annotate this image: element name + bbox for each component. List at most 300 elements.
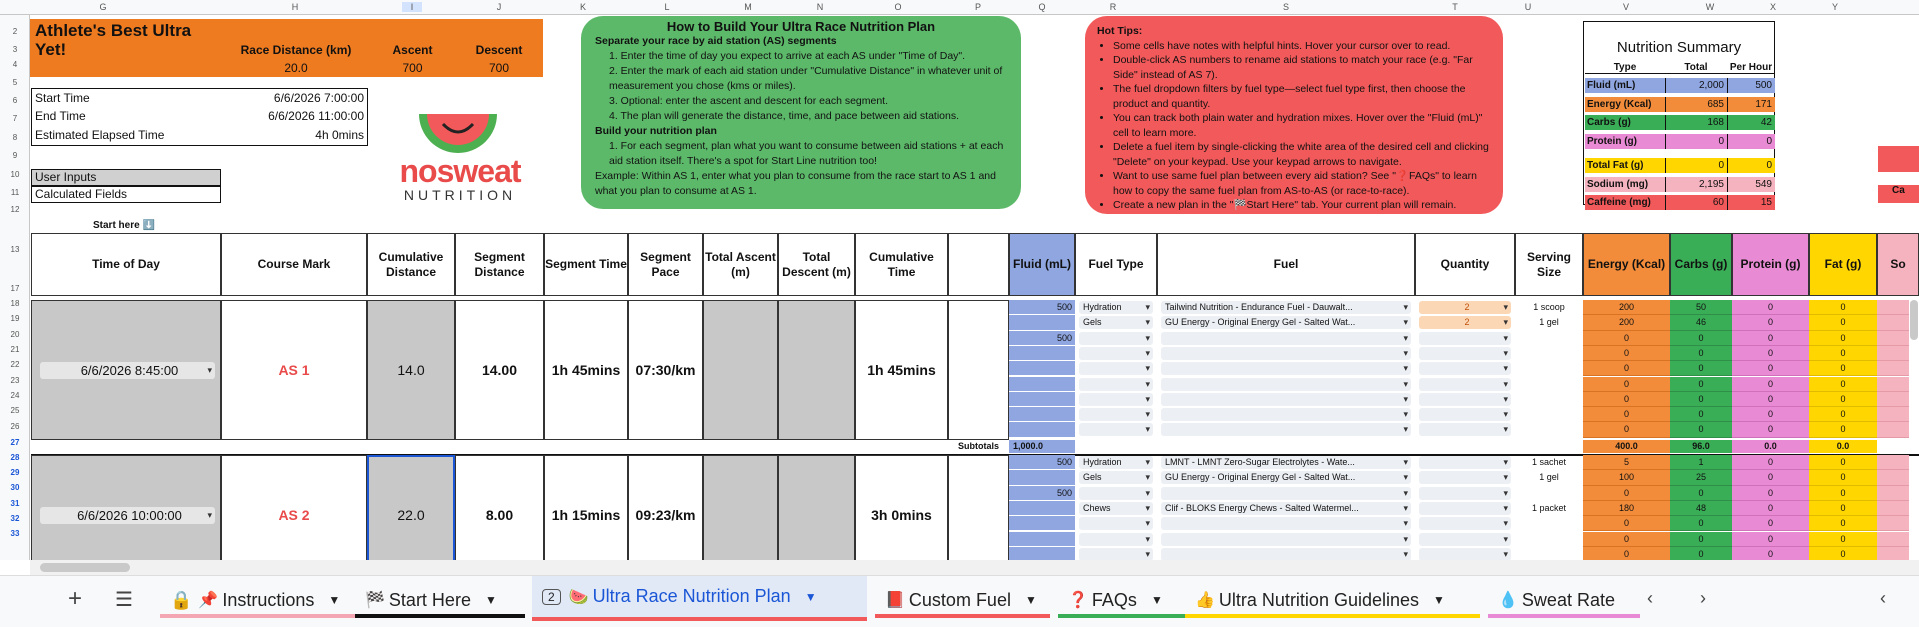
column-header[interactable]: Course Mark bbox=[221, 233, 367, 296]
column-letter[interactable]: Y bbox=[1831, 2, 1838, 12]
carbs-cell: 0 bbox=[1670, 346, 1732, 361]
fluid-cell[interactable] bbox=[1009, 501, 1075, 516]
fuel-dropdown[interactable] bbox=[1161, 423, 1411, 436]
descent-label: Descent bbox=[475, 43, 523, 57]
fat-cell: 0 bbox=[1809, 331, 1877, 346]
carbs-cell: 0 bbox=[1670, 407, 1732, 422]
column-header[interactable]: Fluid (mL) bbox=[1009, 233, 1075, 296]
tab-badge: 2 bbox=[542, 589, 561, 605]
quantity-dropdown[interactable]: 2 ▾ bbox=[1419, 316, 1511, 329]
column-header[interactable]: Segment Pace bbox=[628, 233, 703, 296]
energy-cell: 0 bbox=[1583, 377, 1670, 392]
summary-per-hour: 171 bbox=[1727, 97, 1775, 112]
fluid-cell[interactable] bbox=[1009, 346, 1075, 361]
protein-cell: 0 bbox=[1732, 407, 1809, 422]
fuel-type-dropdown[interactable] bbox=[1079, 487, 1153, 500]
start-time-label: Start Time bbox=[35, 91, 90, 105]
column-letter[interactable]: I bbox=[402, 2, 422, 12]
column-header[interactable]: Total Descent (m) bbox=[778, 233, 855, 296]
column-letter[interactable]: M bbox=[744, 2, 752, 12]
carbs-cell: 0 bbox=[1670, 331, 1732, 346]
protein-cell: 0 bbox=[1732, 470, 1809, 485]
tab-label: Ultra Race Nutrition Plan bbox=[592, 586, 791, 606]
fat-cell: 0 bbox=[1809, 422, 1877, 437]
column-header[interactable]: Cumulative Time bbox=[855, 233, 948, 296]
fuel-dropdown[interactable] bbox=[1161, 487, 1411, 500]
column-header[interactable]: Fuel Type bbox=[1075, 233, 1157, 296]
how-to-box bbox=[581, 16, 1021, 209]
quantity-dropdown[interactable]: 2 ▾ bbox=[1419, 301, 1511, 314]
vertical-scroll-thumb[interactable] bbox=[1910, 300, 1918, 340]
sodium-cell bbox=[1877, 377, 1909, 392]
row-number[interactable]: 3 bbox=[12, 45, 18, 54]
sodium-cell bbox=[1877, 361, 1909, 376]
energy-cell: 0 bbox=[1583, 392, 1670, 407]
column-letter[interactable]: U bbox=[1524, 2, 1532, 12]
protein-cell: 0 bbox=[1732, 377, 1809, 392]
tab-menu-icon[interactable]: ▼ bbox=[484, 593, 497, 607]
tab-label: Start Here bbox=[388, 589, 471, 610]
how-to-example: Example: Within AS 1, enter what you plan to consume from the race start to AS 1 and what you plan to consume at AS 1. bbox=[595, 170, 996, 197]
energy-cell: 100 bbox=[1583, 470, 1670, 485]
column-letter[interactable]: X bbox=[1769, 2, 1776, 12]
segment-distance: 8.00 bbox=[455, 455, 544, 575]
summary-total: 0 bbox=[1665, 158, 1727, 173]
subtotal-fluid: 1,000.0 bbox=[1009, 440, 1075, 453]
fuel-dropdown[interactable] bbox=[1161, 533, 1411, 546]
tab-menu-icon[interactable]: ▼ bbox=[1024, 593, 1037, 607]
tab-icon: 🍉 bbox=[568, 588, 589, 606]
fuel-type-dropdown[interactable]: Hydration ▾ bbox=[1079, 456, 1153, 469]
energy-cell: 0 bbox=[1583, 346, 1670, 361]
column-header[interactable]: Serving Size bbox=[1515, 233, 1583, 296]
column-letter[interactable]: S bbox=[1282, 2, 1289, 12]
fuel-type-dropdown[interactable] bbox=[1079, 332, 1153, 345]
segment-time: 1h 45mins bbox=[544, 300, 628, 440]
fluid-cell[interactable] bbox=[1009, 392, 1075, 407]
distance-value[interactable]: 20.0 bbox=[284, 61, 308, 75]
tab-menu-icon[interactable]: ▼ bbox=[804, 589, 817, 604]
sodium-cell bbox=[1877, 422, 1909, 437]
quantity-dropdown[interactable] bbox=[1419, 393, 1511, 406]
sheet-tab-ultra-nutrition-guidelines[interactable] bbox=[1185, 586, 1480, 618]
column-header[interactable]: Segment Distance bbox=[455, 233, 544, 296]
column-header[interactable] bbox=[948, 233, 1009, 296]
summary-per-hour: 0 bbox=[1727, 158, 1775, 173]
fuel-dropdown[interactable]: Clif - BLOKS Energy Chews - Salted Watermel... ▾ bbox=[1161, 502, 1411, 515]
column-letter[interactable]: O bbox=[894, 2, 902, 12]
column-header[interactable]: Fuel bbox=[1157, 233, 1415, 296]
how-to-step: 3. Optional: enter the ascent and descent for each segment. bbox=[609, 95, 889, 107]
energy-cell: 0 bbox=[1583, 532, 1670, 547]
summary-header: Total bbox=[1665, 62, 1727, 74]
summary-type: Energy (Kcal) bbox=[1585, 97, 1665, 112]
hot-tip-item: • Double-click AS numbers to rename aid stations to match your race (e.g. "Far Side" instead of AS 7). bbox=[1113, 53, 1491, 82]
summary-total: 2,000 bbox=[1665, 78, 1727, 93]
row-number[interactable]: 11 bbox=[10, 188, 20, 197]
how-to-sec2: Build your nutrition plan bbox=[595, 125, 717, 137]
cumulative-distance[interactable]: 22.0 bbox=[367, 455, 455, 575]
row-number[interactable]: 17 bbox=[10, 284, 20, 293]
quantity-dropdown[interactable] bbox=[1419, 347, 1511, 360]
column-letter[interactable]: L bbox=[664, 2, 670, 12]
end-time-label: End Time bbox=[35, 109, 86, 123]
add-sheet-icon[interactable]: + bbox=[68, 585, 83, 612]
quantity-dropdown[interactable] bbox=[1419, 533, 1511, 546]
legend-calculated: Calculated Fields bbox=[31, 186, 221, 203]
row-number[interactable]: 4 bbox=[12, 60, 18, 69]
column-letter[interactable]: T bbox=[1452, 2, 1458, 12]
row-number[interactable]: 18 bbox=[10, 299, 20, 308]
sheet-tab-start-here[interactable] bbox=[355, 586, 525, 618]
subtotal-protein: 0.0 bbox=[1732, 440, 1809, 453]
hot-tip-item: • The fuel dropdown filters by fuel type—select fuel type first, then choose the product and quantity. bbox=[1113, 82, 1491, 111]
column-header[interactable]: Quantity bbox=[1415, 233, 1515, 296]
collapse-sidebar-icon[interactable]: ‹ bbox=[1880, 588, 1886, 608]
summary-edge-cell-2: Ca bbox=[1878, 185, 1919, 203]
descent-value[interactable]: 700 bbox=[488, 61, 510, 75]
fat-cell: 0 bbox=[1809, 377, 1877, 392]
cumulative-distance[interactable]: 14.0 bbox=[367, 300, 455, 440]
summary-type: Caffeine (mg) bbox=[1585, 195, 1665, 210]
ascent-value[interactable]: 700 bbox=[402, 61, 423, 75]
distance-label: Race Distance (km) bbox=[240, 43, 352, 57]
total-descent[interactable] bbox=[778, 300, 855, 440]
tab-label: FAQs bbox=[1091, 589, 1137, 610]
fuel-type-dropdown[interactable] bbox=[1079, 533, 1153, 546]
column-letter[interactable]: G bbox=[99, 2, 107, 12]
fat-cell: 0 bbox=[1809, 486, 1877, 501]
column-header[interactable]: Cumulative Distance bbox=[367, 233, 455, 296]
scroll-tabs-left-icon[interactable]: ‹ bbox=[1647, 588, 1653, 608]
summary-type: Carbs (g) bbox=[1585, 115, 1665, 130]
fat-cell: 0 bbox=[1809, 547, 1877, 562]
end-time-value: 6/6/2026 11:00:00 bbox=[268, 109, 364, 123]
hot-tips-title: Hot Tips: bbox=[1097, 25, 1143, 37]
sodium-cell bbox=[1877, 300, 1909, 315]
fuel-dropdown[interactable]: LMNT - LMNT Zero-Sugar Electrolytes - Wate... ▾ bbox=[1161, 456, 1411, 469]
sodium-cell bbox=[1877, 516, 1909, 531]
all-sheets-menu-icon[interactable]: ☰ bbox=[115, 589, 133, 611]
fuel-type-dropdown[interactable]: Chews ▾ bbox=[1079, 502, 1153, 515]
carbs-cell: 25 bbox=[1670, 470, 1732, 485]
quantity-dropdown[interactable] bbox=[1419, 423, 1511, 436]
summary-type: Total Fat (g) bbox=[1585, 158, 1665, 173]
row-number[interactable]: 7 bbox=[12, 114, 18, 123]
row-number[interactable]: 29 bbox=[10, 468, 20, 477]
fluid-cell[interactable]: 500 bbox=[1009, 331, 1075, 346]
column-header[interactable]: So bbox=[1877, 233, 1919, 296]
row-number[interactable]: 23 bbox=[10, 376, 20, 385]
row-number[interactable]: 20 bbox=[10, 330, 20, 339]
total-descent[interactable] bbox=[778, 455, 855, 575]
summary-header: Type bbox=[1585, 62, 1665, 74]
hot-tip-item: • Create a new plan in the "🏁Start Here" tab. Your current plan will remain. bbox=[1113, 198, 1491, 213]
sodium-cell bbox=[1877, 455, 1909, 470]
segment-time: 1h 15mins bbox=[544, 455, 628, 575]
tab-icon: ❓ bbox=[1068, 592, 1088, 609]
cumulative-time: 3h 0mins bbox=[855, 455, 948, 575]
row-number[interactable]: 10 bbox=[10, 170, 20, 179]
how-to-step: 2. Enter the mark of each aid station under "Cumulative Distance" in whatever unit of measurement you chose (kms or miles). bbox=[609, 65, 1003, 92]
ascent-label: Ascent bbox=[392, 43, 433, 57]
fluid-cell[interactable] bbox=[1009, 407, 1075, 422]
tab-icon: 💧 bbox=[1498, 592, 1518, 609]
row-number[interactable]: 21 bbox=[10, 345, 20, 354]
tab-label: Instructions bbox=[222, 589, 315, 610]
time-of-day-dropdown[interactable]: 6/6/2026 8:45:00 ▾ bbox=[40, 362, 215, 379]
fat-cell: 0 bbox=[1809, 346, 1877, 361]
fuel-type-dropdown[interactable] bbox=[1079, 423, 1153, 436]
fuel-dropdown[interactable] bbox=[1161, 393, 1411, 406]
column-header[interactable]: Fat (g) bbox=[1809, 233, 1877, 296]
total-ascent[interactable] bbox=[703, 300, 778, 440]
course-mark[interactable]: AS 2 bbox=[221, 455, 367, 575]
summary-type: Sodium (mg) bbox=[1585, 177, 1665, 192]
quantity-dropdown[interactable] bbox=[1419, 362, 1511, 375]
fluid-cell[interactable]: 500 bbox=[1009, 300, 1075, 315]
tab-menu-icon[interactable]: ▼ bbox=[1150, 593, 1163, 607]
sodium-cell bbox=[1877, 315, 1909, 330]
fuel-type-dropdown[interactable]: Hydration ▾ bbox=[1079, 301, 1153, 314]
carbs-cell: 0 bbox=[1670, 422, 1732, 437]
column-letter[interactable]: V bbox=[1622, 2, 1629, 12]
spacer-column bbox=[948, 455, 1009, 575]
quantity-dropdown[interactable] bbox=[1419, 456, 1511, 469]
start-here-label: Start here ⬇️ bbox=[93, 220, 155, 231]
column-header[interactable]: Protein (g) bbox=[1732, 233, 1809, 296]
row-number[interactable]: 27 bbox=[10, 438, 20, 447]
fuel-dropdown[interactable] bbox=[1161, 347, 1411, 360]
fuel-type-dropdown[interactable] bbox=[1079, 393, 1153, 406]
sheet-tab-custom-fuel[interactable] bbox=[875, 586, 1050, 618]
row-number[interactable]: 30 bbox=[10, 483, 20, 492]
fluid-cell[interactable] bbox=[1009, 315, 1075, 330]
brand-sub: NUTRITION bbox=[403, 187, 517, 203]
energy-cell: 200 bbox=[1583, 300, 1670, 315]
quantity-dropdown[interactable] bbox=[1419, 471, 1511, 484]
how-to-title: How to Build Your Ultra Race Nutrition Plan bbox=[666, 19, 936, 34]
quantity-dropdown[interactable] bbox=[1419, 332, 1511, 345]
fuel-dropdown[interactable]: GU Energy - Original Energy Gel - Salted Wat... ▾ bbox=[1161, 316, 1411, 329]
fluid-cell[interactable] bbox=[1009, 470, 1075, 485]
quantity-dropdown[interactable] bbox=[1419, 502, 1511, 515]
row-number[interactable]: 24 bbox=[10, 391, 20, 400]
column-letter[interactable]: K bbox=[579, 2, 586, 12]
carbs-cell: 0 bbox=[1670, 361, 1732, 376]
fat-cell: 0 bbox=[1809, 532, 1877, 547]
column-header[interactable]: Total Ascent (m) bbox=[703, 233, 778, 296]
column-letter[interactable]: J bbox=[496, 2, 502, 12]
fuel-type-dropdown[interactable] bbox=[1079, 362, 1153, 375]
fuel-dropdown[interactable] bbox=[1161, 362, 1411, 375]
fluid-cell[interactable] bbox=[1009, 422, 1075, 437]
serving-size: 1 scoop bbox=[1533, 302, 1565, 312]
protein-cell: 0 bbox=[1732, 516, 1809, 531]
fluid-cell[interactable] bbox=[1009, 361, 1075, 376]
sodium-cell bbox=[1877, 331, 1909, 346]
carbs-cell: 1 bbox=[1670, 455, 1732, 470]
hot-tip-item: • Want to use same fuel plan between every aid station? See "❓FAQs" to learn how to copy the same fuel plan from AS-to-AS (or race-to-race). bbox=[1113, 169, 1491, 198]
fluid-cell[interactable] bbox=[1009, 377, 1075, 392]
summary-type: Fluid (mL) bbox=[1585, 78, 1665, 93]
fluid-cell[interactable] bbox=[1009, 516, 1075, 531]
elapsed-label: Estimated Elapsed Time bbox=[35, 128, 165, 142]
time-of-day-dropdown[interactable]: 6/6/2026 10:00:00 ▾ bbox=[40, 507, 215, 524]
horizontal-scrollbar[interactable] bbox=[30, 560, 1919, 575]
fuel-dropdown[interactable] bbox=[1161, 332, 1411, 345]
carbs-cell: 48 bbox=[1670, 501, 1732, 516]
summary-total: 2,195 bbox=[1665, 177, 1727, 192]
summary-total: 0 bbox=[1665, 134, 1727, 149]
row-number[interactable]: 25 bbox=[10, 406, 20, 415]
row-number[interactable]: 28 bbox=[10, 453, 20, 462]
how-to-sec1: Separate your race by aid station (AS) segments bbox=[595, 35, 837, 47]
energy-cell: 5 bbox=[1583, 455, 1670, 470]
summary-per-hour: 500 bbox=[1727, 78, 1775, 93]
fat-cell: 0 bbox=[1809, 315, 1877, 330]
fuel-type-dropdown[interactable] bbox=[1079, 517, 1153, 530]
fuel-type-dropdown[interactable] bbox=[1079, 408, 1153, 421]
column-letter[interactable]: W bbox=[1705, 2, 1715, 12]
row-number[interactable]: 13 bbox=[10, 245, 20, 254]
summary-total: 685 bbox=[1665, 97, 1727, 112]
summary-per-hour: 0 bbox=[1727, 134, 1775, 149]
subtotal-fat: 0.0 bbox=[1809, 440, 1877, 453]
sheet-tab-instructions[interactable] bbox=[160, 586, 360, 618]
carbs-cell: 0 bbox=[1670, 516, 1732, 531]
scroll-tabs-right-icon[interactable]: › bbox=[1700, 588, 1706, 608]
row-number[interactable]: 5 bbox=[12, 78, 18, 87]
row-number[interactable]: 19 bbox=[10, 314, 20, 323]
hot-tip-item: • Some cells have notes with helpful hints. Hover your cursor over to read. bbox=[1113, 39, 1491, 54]
carbs-cell: 0 bbox=[1670, 377, 1732, 392]
sheet-tab-ultra-race-nutrition-plan[interactable] bbox=[532, 576, 867, 621]
energy-cell: 0 bbox=[1583, 516, 1670, 531]
legend-user-inputs: User Inputs bbox=[31, 169, 221, 186]
how-to-step: 1. Enter the time of day you expect to arrive at each AS under "Time of Day". bbox=[609, 50, 966, 62]
protein-cell: 0 bbox=[1732, 547, 1809, 562]
protein-cell: 0 bbox=[1732, 422, 1809, 437]
row-number[interactable]: 8 bbox=[12, 133, 18, 142]
serving-size: 1 sachet bbox=[1531, 457, 1567, 467]
row-number[interactable]: 22 bbox=[10, 360, 20, 369]
quantity-dropdown[interactable] bbox=[1419, 548, 1511, 561]
row-number[interactable]: 31 bbox=[10, 499, 20, 508]
fluid-cell[interactable]: 500 bbox=[1009, 486, 1075, 501]
subtotal-energy: 400.0 bbox=[1583, 440, 1670, 453]
fuel-dropdown[interactable]: GU Energy - Original Energy Gel - Salted Wat... ▾ bbox=[1161, 471, 1411, 484]
column-header[interactable]: Segment Time bbox=[544, 233, 628, 296]
fluid-cell[interactable] bbox=[1009, 532, 1075, 547]
column-header[interactable]: Energy (Kcal) bbox=[1583, 233, 1670, 296]
sodium-cell bbox=[1877, 470, 1909, 485]
row-number[interactable]: 2 bbox=[12, 27, 18, 36]
column-letter[interactable]: P bbox=[974, 2, 981, 12]
quantity-dropdown[interactable] bbox=[1419, 517, 1511, 530]
sodium-cell bbox=[1877, 407, 1909, 422]
fuel-dropdown[interactable] bbox=[1161, 517, 1411, 530]
quantity-dropdown[interactable] bbox=[1419, 378, 1511, 391]
column-letter[interactable]: H bbox=[291, 2, 299, 12]
row-number[interactable]: 33 bbox=[10, 529, 20, 538]
fuel-dropdown[interactable]: Tailwind Nutrition - Endurance Fuel - Dauwalt... ▾ bbox=[1161, 301, 1411, 314]
quantity-dropdown[interactable] bbox=[1419, 487, 1511, 500]
start-time-value[interactable]: 6/6/2026 7:00:00 bbox=[273, 91, 364, 105]
total-ascent[interactable] bbox=[703, 455, 778, 575]
row-number[interactable]: 12 bbox=[10, 205, 20, 214]
fuel-type-dropdown[interactable]: Gels ▾ bbox=[1079, 316, 1153, 329]
summary-title: Nutrition Summary bbox=[1616, 39, 1742, 56]
fat-cell: 0 bbox=[1809, 516, 1877, 531]
fuel-type-dropdown[interactable]: Gels ▾ bbox=[1079, 471, 1153, 484]
sodium-cell bbox=[1877, 532, 1909, 547]
hot-tip-item: • Delete a fuel item by single-clicking the white area of the desired cell and clicking "Delete" on your keypad. Use your keypad arrows to navigate. bbox=[1113, 140, 1491, 169]
how-to-steps2: 1. For each segment, plan what you want to consume between aid stations + at each aid station itself. There's a spot for Start Line nutrition too! bbox=[609, 140, 1004, 167]
fat-cell: 0 bbox=[1809, 470, 1877, 485]
sheet-tab-bar bbox=[0, 575, 1919, 627]
fuel-dropdown[interactable] bbox=[1161, 548, 1411, 561]
fuel-type-dropdown[interactable] bbox=[1079, 347, 1153, 360]
protein-cell: 0 bbox=[1732, 315, 1809, 330]
tab-menu-icon[interactable]: ▼ bbox=[1433, 593, 1445, 607]
fuel-type-dropdown[interactable] bbox=[1079, 378, 1153, 391]
tab-icon: 📌 bbox=[198, 592, 219, 609]
fluid-cell[interactable]: 500 bbox=[1009, 455, 1075, 470]
protein-cell: 0 bbox=[1732, 532, 1809, 547]
energy-cell: 0 bbox=[1583, 331, 1670, 346]
fuel-type-dropdown[interactable] bbox=[1079, 548, 1153, 561]
column-header[interactable]: Time of Day bbox=[31, 233, 221, 296]
column-letter[interactable]: Q bbox=[1038, 2, 1046, 12]
row-number[interactable]: 9 bbox=[12, 151, 18, 160]
summary-type: Protein (g) bbox=[1585, 134, 1665, 149]
column-letter[interactable]: R bbox=[1109, 2, 1117, 12]
row-number[interactable]: 26 bbox=[10, 422, 20, 431]
column-header[interactable]: Carbs (g) bbox=[1670, 233, 1732, 296]
tab-menu-icon[interactable]: ▼ bbox=[328, 593, 341, 607]
horizontal-scroll-thumb[interactable] bbox=[40, 563, 130, 572]
carbs-cell: 50 bbox=[1670, 300, 1732, 315]
fat-cell: 0 bbox=[1809, 392, 1877, 407]
protein-cell: 0 bbox=[1732, 300, 1809, 315]
column-letter[interactable]: N bbox=[816, 2, 824, 12]
race-name[interactable]: Athlete's Best Ultra Yet! bbox=[35, 21, 192, 59]
row-number[interactable]: 32 bbox=[10, 514, 20, 523]
fat-cell: 0 bbox=[1809, 501, 1877, 516]
quantity-dropdown[interactable] bbox=[1419, 408, 1511, 421]
energy-cell: 0 bbox=[1583, 422, 1670, 437]
fuel-dropdown[interactable] bbox=[1161, 378, 1411, 391]
fuel-dropdown[interactable] bbox=[1161, 408, 1411, 421]
elapsed-value: 4h 0mins bbox=[315, 128, 364, 142]
fat-cell: 0 bbox=[1809, 300, 1877, 315]
summary-per-hour: 42 bbox=[1727, 115, 1775, 130]
fat-cell: 0 bbox=[1809, 361, 1877, 376]
row-number[interactable]: 6 bbox=[12, 96, 18, 105]
carbs-cell: 46 bbox=[1670, 315, 1732, 330]
summary-header: Per Hour bbox=[1727, 62, 1775, 74]
summary-per-hour: 15 bbox=[1727, 195, 1775, 210]
carbs-cell: 0 bbox=[1670, 486, 1732, 501]
hot-tips-box bbox=[1085, 16, 1503, 214]
protein-cell: 0 bbox=[1732, 392, 1809, 407]
tab-label: Sweat Rate bbox=[1521, 589, 1615, 610]
segment-pace: 09:23/km bbox=[628, 455, 703, 575]
sheet-tab-sweat-rate[interactable] bbox=[1488, 586, 1640, 618]
protein-cell: 0 bbox=[1732, 346, 1809, 361]
course-mark[interactable]: AS 1 bbox=[221, 300, 367, 440]
